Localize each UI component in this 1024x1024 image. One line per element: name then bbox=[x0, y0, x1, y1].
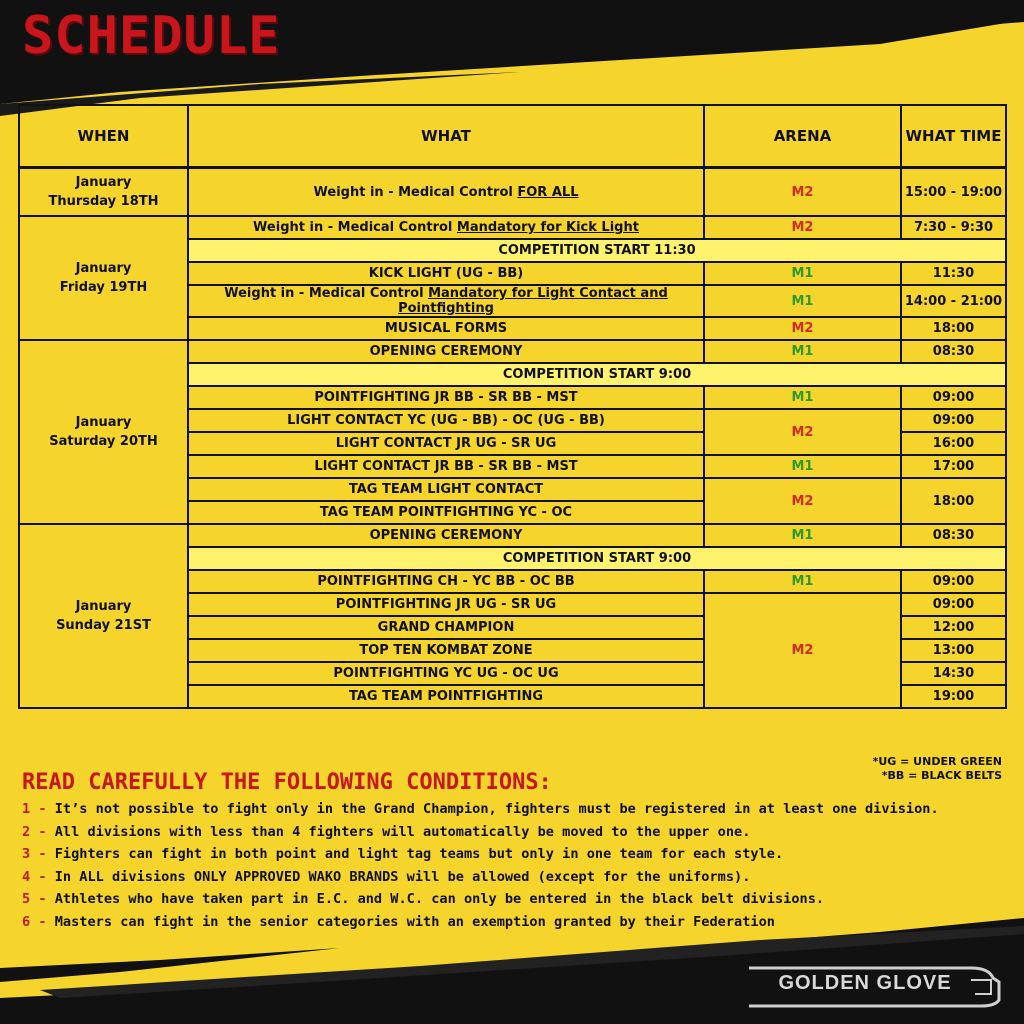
event-emphasis: Mandatory for Light Contact and Pointfighting bbox=[398, 286, 668, 316]
header-time: WHAT TIME bbox=[901, 105, 1006, 168]
time-cell: 09:00 bbox=[901, 570, 1006, 593]
golden-glove-logo bbox=[745, 960, 1003, 1010]
event-cell: Weight in - Medical Control Mandatory for Light Contact and Pointfighting bbox=[188, 285, 704, 317]
time-cell: 14:30 bbox=[901, 662, 1006, 685]
time-cell: 11:30 bbox=[901, 262, 1006, 285]
arena-cell: M2 bbox=[704, 216, 901, 239]
competition-start-banner: COMPETITION START 9:00 bbox=[188, 363, 1006, 386]
table-row bbox=[19, 524, 1006, 547]
time-cell: 09:00 bbox=[901, 386, 1006, 409]
event-cell: TAG TEAM LIGHT CONTACT bbox=[188, 478, 704, 501]
event-cell: POINTFIGHTING YC UG - OC UG bbox=[188, 662, 704, 685]
condition-item: 4 - In ALL divisions ONLY APPROVED WAKO BRANDS will be allowed (except for the uniforms). bbox=[22, 868, 751, 885]
time-cell: 15:00 - 19:00 bbox=[901, 168, 1006, 217]
arena-cell: M2 bbox=[704, 317, 901, 340]
day-month: January bbox=[75, 175, 132, 190]
condition-item: 2 - All divisions with less than 4 fighters will automatically be moved to the upper one. bbox=[22, 823, 751, 840]
time-cell: 7:30 - 9:30 bbox=[901, 216, 1006, 239]
event-cell: OPENING CEREMONY bbox=[188, 524, 704, 547]
time-cell: 19:00 bbox=[901, 685, 1006, 708]
event-cell: POINTFIGHTING JR BB - SR BB - MST bbox=[188, 386, 704, 409]
event-cell: LIGHT CONTACT JR UG - SR UG bbox=[188, 432, 704, 455]
schedule-table bbox=[18, 104, 1007, 709]
event-cell: GRAND CHAMPION bbox=[188, 616, 704, 639]
time-cell: 13:00 bbox=[901, 639, 1006, 662]
table-row bbox=[19, 168, 1006, 217]
page-title: SCHEDULE bbox=[22, 6, 281, 66]
arena-cell: M1 bbox=[704, 570, 901, 593]
time-cell: 08:30 bbox=[901, 340, 1006, 363]
event-emphasis: FOR ALL bbox=[517, 184, 579, 200]
day-month: January bbox=[75, 415, 132, 430]
condition-item: 1 - It’s not possible to fight only in the Grand Champion, fighters must be registered in at least one division. bbox=[22, 801, 939, 817]
condition-item: 5 - Athletes who have taken part in E.C. and W.C. can only be entered in the black belt divisions. bbox=[22, 891, 825, 908]
arena-cell: M1 bbox=[704, 386, 901, 409]
conditions-title: READ CAREFULLY THE FOLLOWING CONDITIONS: bbox=[22, 770, 552, 795]
table-row bbox=[19, 216, 1006, 239]
arena-cell: M2 bbox=[704, 478, 901, 524]
condition-item: 6 - Masters can fight in the senior categories with an exemption granted by their Federation bbox=[22, 913, 775, 930]
event-cell: POINTFIGHTING CH - YC BB - OC BB bbox=[188, 570, 704, 593]
abbreviation-notes bbox=[873, 755, 1002, 783]
note-ug: *UG = UNDER GREEN bbox=[872, 755, 1002, 768]
brand-name: GOLDEN GLOVE bbox=[778, 972, 952, 994]
event-cell: LIGHT CONTACT YC (UG - BB) - OC (UG - BB) bbox=[188, 409, 704, 432]
conditions-list bbox=[22, 798, 939, 934]
event-cell: KICK LIGHT (UG - BB) bbox=[188, 262, 704, 285]
event-cell: TOP TEN KOMBAT ZONE bbox=[188, 639, 704, 662]
competition-start-banner: COMPETITION START 11:30 bbox=[188, 239, 1006, 262]
day-label: Friday 19TH bbox=[59, 280, 148, 295]
event-cell: POINTFIGHTING JR UG - SR UG bbox=[188, 593, 704, 616]
time-cell: 09:00 bbox=[901, 593, 1006, 616]
day-cell-thursday bbox=[19, 168, 188, 217]
header-arena: ARENA bbox=[704, 105, 901, 168]
arena-cell: M1 bbox=[704, 524, 901, 547]
time-cell: 08:30 bbox=[901, 524, 1006, 547]
time-cell: 14:00 - 21:00 bbox=[901, 285, 1006, 317]
day-label: Sunday 21ST bbox=[56, 618, 151, 633]
arena-cell: M2 bbox=[704, 593, 901, 708]
day-cell-saturday bbox=[19, 340, 188, 524]
table-header-row bbox=[19, 105, 1006, 168]
day-month: January bbox=[75, 261, 132, 276]
condition-item: 3 - Fighters can fight in both point and light tag teams but only in one team for each style. bbox=[22, 846, 784, 863]
arena-cell: M1 bbox=[704, 285, 901, 317]
event-emphasis: Mandatory for Kick Light bbox=[456, 220, 639, 235]
arena-cell: M1 bbox=[704, 455, 901, 478]
time-cell: 09:00 bbox=[901, 409, 1006, 432]
event-cell: Weight in - Medical Control Mandatory for Kick Light bbox=[188, 216, 704, 239]
time-cell: 18:00 bbox=[901, 478, 1006, 524]
day-label: Thursday 18TH bbox=[48, 194, 159, 209]
arena-cell: M2 bbox=[704, 168, 901, 217]
time-cell: 12:00 bbox=[901, 616, 1006, 639]
event-cell: TAG TEAM POINTFIGHTING bbox=[188, 685, 704, 708]
day-cell-sunday bbox=[19, 524, 188, 708]
arena-cell: M2 bbox=[704, 409, 901, 455]
competition-start-banner: COMPETITION START 9:00 bbox=[188, 547, 1006, 570]
header-when: WHEN bbox=[19, 105, 188, 168]
event-cell: OPENING CEREMONY bbox=[188, 340, 704, 363]
time-cell: 16:00 bbox=[901, 432, 1006, 455]
day-label: Saturday 20TH bbox=[49, 434, 158, 449]
event-cell: TAG TEAM POINTFIGHTING YC - OC bbox=[188, 501, 704, 524]
header-what: WHAT bbox=[188, 105, 704, 168]
day-month: January bbox=[75, 599, 132, 614]
arena-cell: M1 bbox=[704, 340, 901, 363]
time-cell: 18:00 bbox=[901, 317, 1006, 340]
arena-cell: M1 bbox=[704, 262, 901, 285]
time-cell: 17:00 bbox=[901, 455, 1006, 478]
note-bb: *BB = BLACK BELTS bbox=[881, 769, 1002, 782]
event-cell: Weight in - Medical Control FOR ALL bbox=[188, 168, 704, 217]
day-cell-friday bbox=[19, 216, 188, 340]
event-cell: LIGHT CONTACT JR BB - SR BB - MST bbox=[188, 455, 704, 478]
table-row bbox=[19, 340, 1006, 363]
event-cell: MUSICAL FORMS bbox=[188, 317, 704, 340]
